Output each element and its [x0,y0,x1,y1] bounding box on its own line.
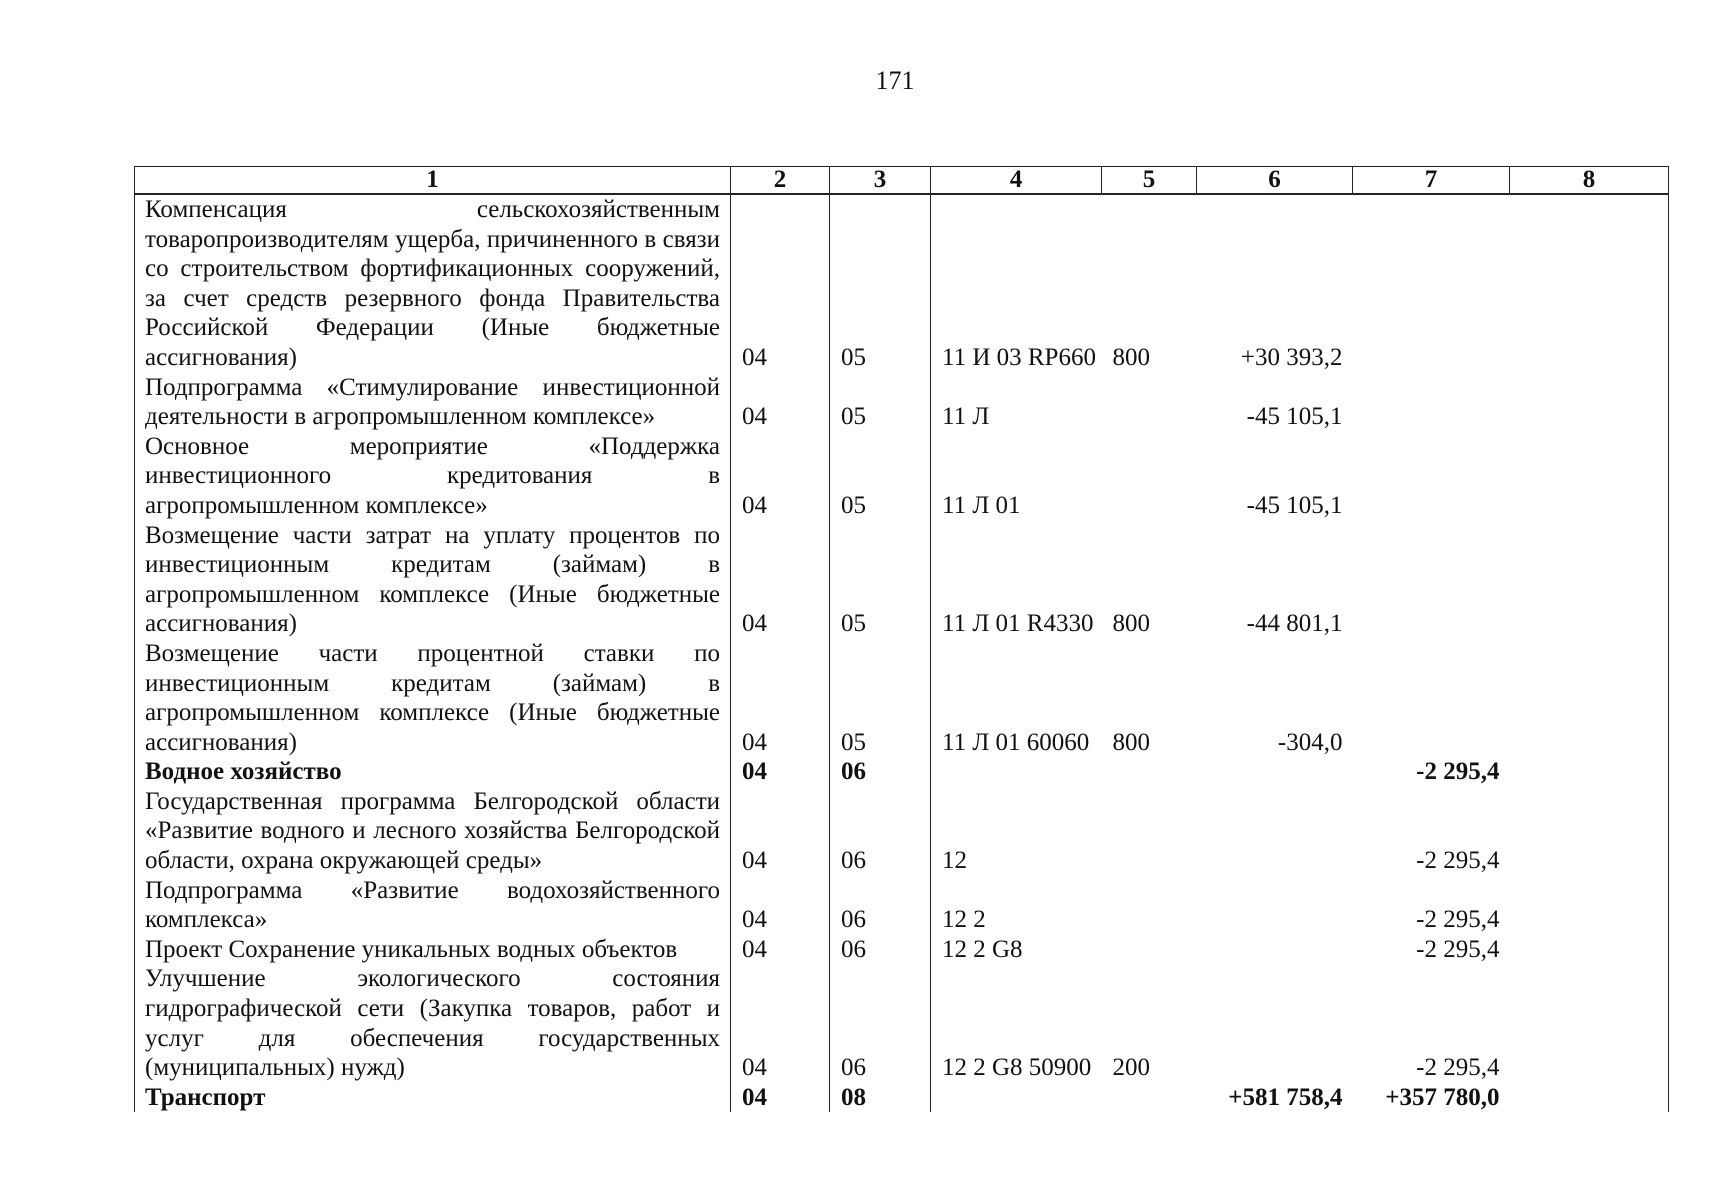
row-target-code: 11 Л 01 [931,432,1102,521]
row-amount-col6 [1197,935,1353,965]
row-name: Подпрограмма «Развитие водохозяйственного комплекса» [135,876,731,935]
row-name: Транспорт [135,1083,731,1113]
row-amount-col8 [1510,757,1669,787]
row-section: 04 [731,787,830,876]
row-amount-col7: +357 780,0 [1385,1083,1500,1111]
row-subsection: 06 [830,757,931,787]
row-amount-col7 [1353,432,1510,521]
row-expense-type: 800 [1112,343,1150,371]
budget-table [134,166,1669,1112]
table-row [135,787,1669,876]
row-amount-col8 [1510,432,1669,521]
row-subsection: 06 [830,876,931,935]
budget-table-container [134,166,1668,1112]
row-amount-col7 [1353,373,1510,432]
row-name: Водное хозяйство [135,757,731,787]
header-col-1: 1 [135,167,731,195]
row-amount-col6 [1197,876,1353,935]
row-expense-type [1102,432,1197,521]
row-name: Компенсация сельскохозяйственным товаропроизводителям ущерба, причиненного в связи со строительством фортификационных сооружений, за счет средств резервного фонда Правительства Российской Федерации (Иные бюджетные ассигнования) [135,194,731,373]
table-body [135,194,1669,1112]
row-subsection: 05 [830,639,931,757]
table-row [135,639,1669,757]
table-row [135,521,1669,639]
table-row [135,432,1669,521]
row-amount-col8 [1510,935,1669,965]
row-section: 04 [731,639,830,757]
table-row [135,964,1669,1082]
row-expense-type [1102,935,1197,965]
row-target-code: 11 Л 01 R4330 [931,521,1102,639]
row-section: 04 [731,521,830,639]
row-expense-type [1102,876,1197,935]
row-expense-type [1102,757,1197,787]
row-amount-col6: -44 801,1 [1246,610,1343,638]
table-row [135,757,1669,787]
row-subsection: 05 [830,432,931,521]
row-amount-col6 [1197,964,1353,1082]
row-expense-type [1102,787,1197,876]
row-amount-col7: -2 295,4 [1416,906,1500,934]
row-section: 04 [731,935,830,965]
header-col-6: 6 [1197,167,1353,195]
row-amount-col7: -2 295,4 [1416,935,1500,963]
row-section: 04 [731,194,830,373]
row-amount-col8 [1510,964,1669,1082]
row-amount-col6: -304,0 [1277,728,1343,756]
table-row [135,194,1669,373]
row-amount-col8 [1510,876,1669,935]
row-target-code: 12 2 [931,876,1102,935]
row-amount-col7 [1353,521,1510,639]
row-target-code: 12 2 G8 [931,935,1102,965]
row-subsection: 05 [830,373,931,432]
row-amount-col6: -45 105,1 [1246,403,1343,431]
table-header [135,167,1669,195]
row-subsection: 05 [830,521,931,639]
row-amount-col6: +30 393,2 [1240,343,1343,371]
row-subsection: 06 [830,935,931,965]
row-section: 04 [731,964,830,1082]
header-col-3: 3 [830,167,931,195]
header-col-7: 7 [1353,167,1510,195]
row-subsection: 08 [830,1083,931,1113]
row-amount-col6: -45 105,1 [1246,491,1343,519]
row-amount-col8 [1510,1083,1669,1113]
page-number: 171 [875,66,915,95]
row-section: 04 [731,432,830,521]
row-expense-type: 200 [1112,1054,1150,1082]
row-name: Возмещение части процентной ставки по инвестиционным кредитам (займам) в агропромышленном комплексе (Иные бюджетные ассигнования) [135,639,731,757]
table-row [135,373,1669,432]
table-row [135,876,1669,935]
row-name: Государственная программа Белгородской области «Развитие водного и лесного хозяйства Белгородской области, охрана окружающей среды» [135,787,731,876]
row-amount-col7 [1353,194,1510,373]
row-target-code: 11 Л 01 60060 [931,639,1102,757]
row-expense-type: 800 [1112,728,1150,756]
row-expense-type: 800 [1112,610,1150,638]
row-amount-col8 [1510,194,1669,373]
header-col-5: 5 [1102,167,1197,195]
row-amount-col7: -2 295,4 [1416,847,1500,875]
row-target-code: 12 [931,787,1102,876]
row-amount-col7: -2 295,4 [1416,758,1500,786]
row-amount-col6 [1197,757,1353,787]
row-section: 04 [731,757,830,787]
row-target-code [931,1083,1102,1113]
row-amount-col6 [1197,787,1353,876]
row-name: Основное мероприятие «Поддержка инвестиционного кредитования в агропромышленном комплексе» [135,432,731,521]
row-expense-type [1102,1083,1197,1113]
row-amount-col7 [1353,639,1510,757]
row-name: Проект Сохранение уникальных водных объектов [135,935,731,965]
header-row [135,167,1669,195]
row-target-code: 11 И 03 RP660 [931,194,1102,373]
row-target-code [931,757,1102,787]
table-row [135,1083,1669,1113]
row-expense-type [1102,373,1197,432]
row-section: 04 [731,876,830,935]
row-target-code: 11 Л [931,373,1102,432]
row-amount-col6: +581 758,4 [1228,1083,1343,1111]
row-amount-col8 [1510,639,1669,757]
row-amount-col8 [1510,787,1669,876]
row-section: 04 [731,1083,830,1113]
header-col-4: 4 [931,167,1102,195]
row-amount-col8 [1510,373,1669,432]
header-col-2: 2 [731,167,830,195]
row-target-code: 12 2 G8 50900 [931,964,1102,1082]
row-name: Улучшение экологического состояния гидрографической сети (Закупка товаров, работ и услуг для обеспечения государственных (муниципальных) нужд) [135,964,731,1082]
row-subsection: 06 [830,964,931,1082]
row-amount-col7: -2 295,4 [1416,1054,1500,1082]
row-name: Возмещение части затрат на уплату процентов по инвестиционным кредитам (займам) в агропромышленном комплексе (Иные бюджетные ассигнования) [135,521,731,639]
row-subsection: 05 [830,194,931,373]
row-section: 04 [731,373,830,432]
row-amount-col8 [1510,521,1669,639]
table-row [135,935,1669,965]
header-col-8: 8 [1510,167,1669,195]
row-name: Подпрограмма «Стимулирование инвестиционной деятельности в агропромышленном комплексе» [135,373,731,432]
row-subsection: 06 [830,787,931,876]
